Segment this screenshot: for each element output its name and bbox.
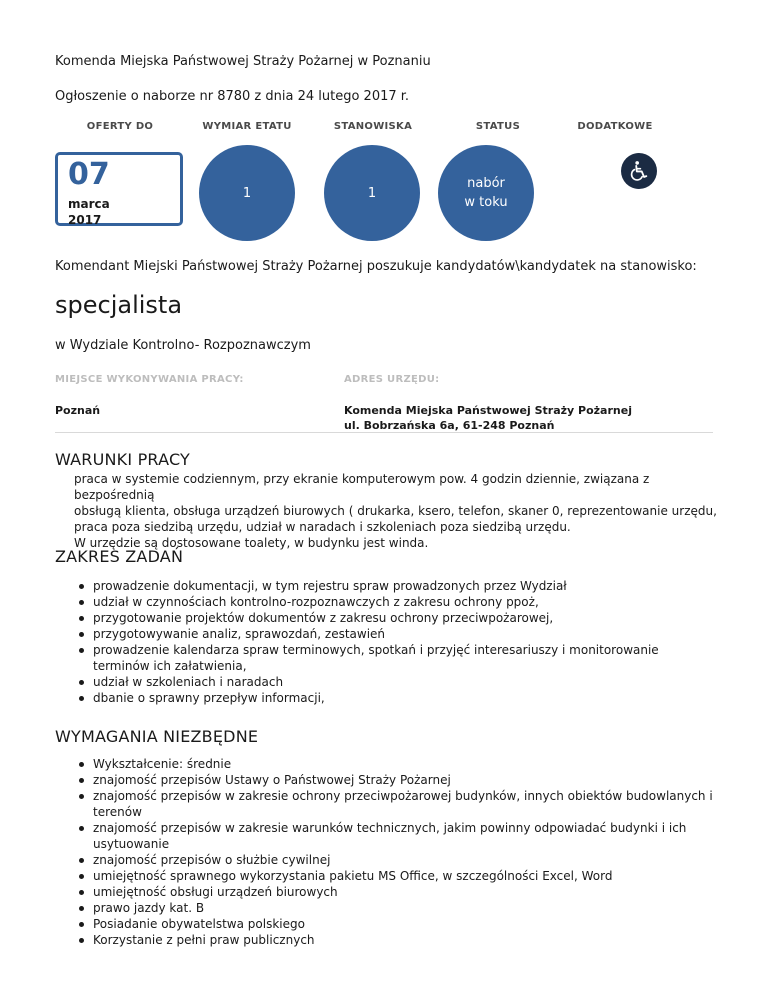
conditions-heading: WARUNKI PRACY (55, 450, 191, 469)
list-item: prowadzenie kalendarza spraw terminowych, spotkań i przyjęć interesariuszy i monitorowanie terminów ich załatwienia, (79, 642, 719, 674)
work-time-value: 1 (199, 145, 295, 241)
list-item: znajomość przepisów o służbie cywilnej (79, 852, 719, 868)
offers-until-label: OFERTY DO (86, 121, 154, 132)
work-time-label: WYMIAR ETATU (202, 121, 292, 132)
wheelchair-icon (621, 153, 657, 189)
requirements-list (79, 756, 719, 948)
address-line-2: ul. Bobrzańska 6a, 61-248 Poznań (344, 419, 555, 432)
list-item: Wykształcenie: średnie (79, 756, 719, 772)
conditions-line: praca poza siedzibą urzędu, udział w naradach i szkoleniach poza siedzibą urzędu. (74, 520, 571, 534)
address-label: ADRES URZĘDU: (344, 374, 440, 385)
place-label: MIEJSCE WYKONYWANIA PRACY: (55, 374, 244, 385)
conditions-line: praca w systemie codziennym, przy ekranie komputerowym pow. 4 godzin dziennie, związana z bezpośrednią (74, 472, 650, 502)
status-value (438, 145, 534, 241)
positions-value: 1 (324, 145, 420, 241)
organization-name: Komenda Miejska Państwowej Straży Pożarnej w Poznaniu (55, 54, 431, 69)
list-item: prawo jazdy kat. B (79, 900, 719, 916)
list-item: znajomość przepisów Ustawy o Państwowej Straży Pożarnej (79, 772, 719, 788)
list-item: udział w czynnościach kontrolno-rozpoznawczych z zakresu ochrony ppoż, (79, 594, 719, 610)
conditions-line: obsługą klienta, obsługa urządzeń biurowych ( drukarka, ksero, telefon, skaner 0, reprezentowanie urzędu, (74, 504, 717, 518)
deadline-month-year (68, 196, 110, 228)
conditions-line: W urzędzie są dostosowane toalety, w budynku jest winda. (74, 536, 429, 550)
list-item: umiejętność obsługi urządzeń biurowych (79, 884, 719, 900)
divider (55, 432, 713, 433)
deadline-box (55, 152, 183, 226)
list-item: prowadzenie dokumentacji, w tym rejestru spraw prowadzonych przez Wydział (79, 578, 719, 594)
deadline-day: 07 (68, 157, 110, 192)
list-item: umiejętność sprawnego wykorzystania pakietu MS Office, w szczególności Excel, Word (79, 868, 719, 884)
list-item: znajomość przepisów w zakresie ochrony przeciwpożarowej budynków, innych obiektów budowlanych i terenów (79, 788, 719, 820)
status-label: STATUS (475, 121, 521, 132)
position-title: specjalista (55, 291, 183, 319)
list-item: przygotowywanie analiz, sprawozdań, zestawień (79, 626, 719, 642)
conditions-text (74, 471, 724, 551)
status-line-1: nabór (467, 176, 505, 191)
list-item: udział w szkoleniach i naradach (79, 674, 719, 690)
place-value: Poznań (55, 404, 101, 417)
list-item: Korzystanie z pełni praw publicznych (79, 932, 719, 948)
address-value (344, 403, 632, 433)
tasks-heading: ZAKRES ZADAŃ (55, 547, 184, 566)
tasks-list (79, 578, 719, 706)
list-item: przygotowanie projektów dokumentów z zakresu ochrony przeciwpożarowej, (79, 610, 719, 626)
address-line-1: Komenda Miejska Państwowej Straży Pożarnej (344, 404, 632, 417)
deadline-year: 2017 (68, 213, 102, 227)
list-item: Posiadanie obywatelstwa polskiego (79, 916, 719, 932)
positions-label: STANOWISKA (333, 121, 413, 132)
list-item: znajomość przepisów w zakresie warunków technicznych, jakim powinny odpowiadać budynki i ich usytuowanie (79, 820, 719, 852)
status-line-2: w toku (464, 195, 508, 210)
list-item: dbanie o sprawny przepływ informacji, (79, 690, 719, 706)
department-text: w Wydziale Kontrolno- Rozpoznawczym (55, 338, 311, 353)
requirements-heading: WYMAGANIA NIEZBĘDNE (55, 727, 259, 746)
intro-text: Komendant Miejski Państwowej Straży Pożarnej poszukuje kandydatów\kandydatek na stanowisko: (55, 259, 697, 274)
additional-label: DODATKOWE (577, 121, 653, 132)
deadline-month: marca (68, 197, 110, 211)
announcement-number: Ogłoszenie o naborze nr 8780 z dnia 24 lutego 2017 r. (55, 89, 410, 104)
